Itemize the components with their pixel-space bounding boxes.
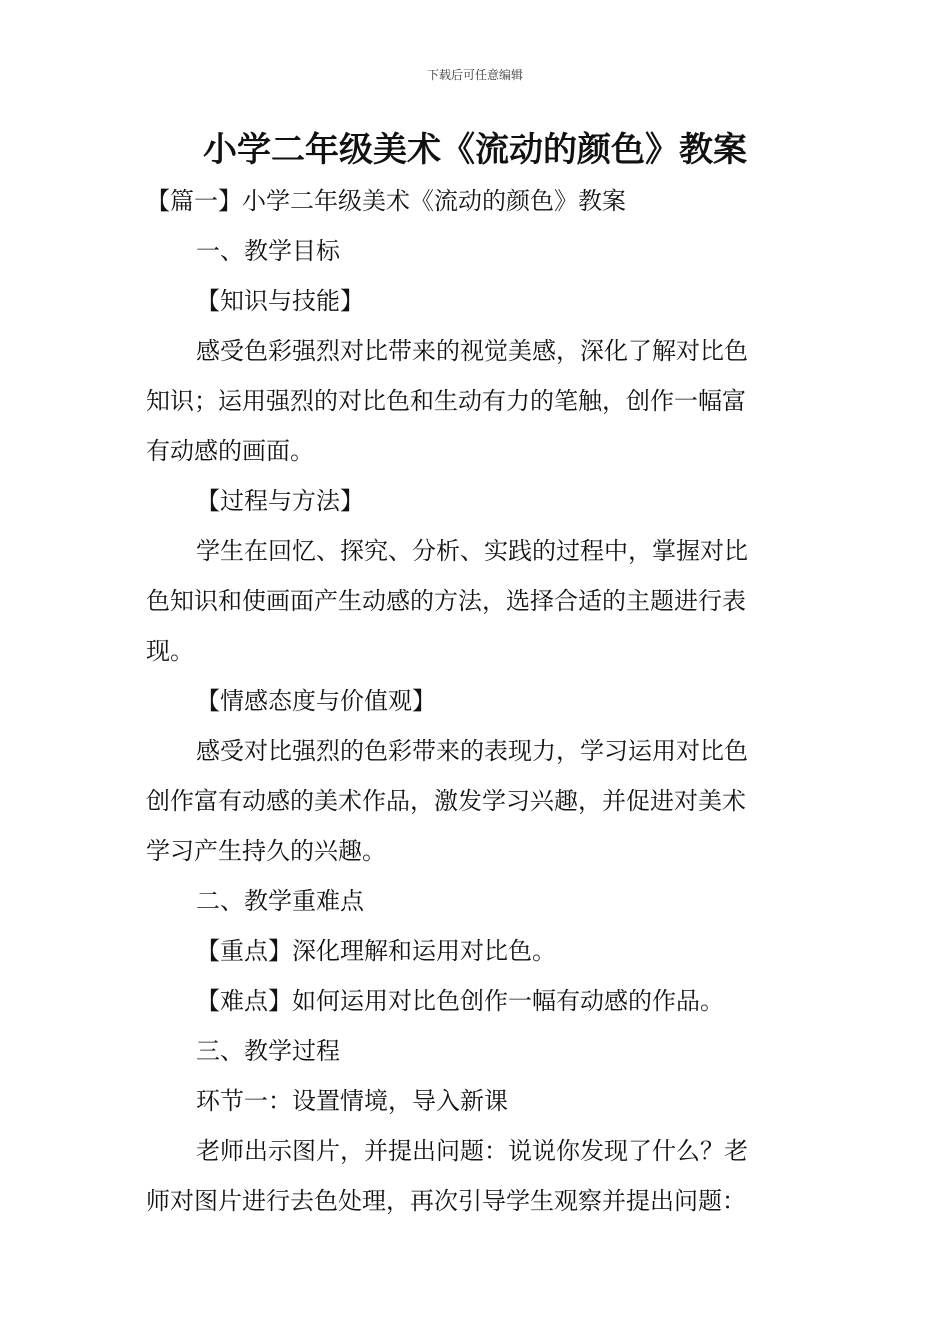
text-line: 【篇一】小学二年级美术《流动的颜色》教案 (146, 187, 626, 215)
text-line: 学习产生持久的兴趣。 (146, 837, 386, 865)
text-line: 师对图片进行去色处理，再次引导学生观察并提出问题： (146, 1187, 746, 1215)
text-line: 【过程与方法】 (196, 487, 364, 515)
text-line: 有动感的画面。 (146, 437, 314, 465)
text-line: 感受色彩强烈对比带来的视觉美感，深化了解对比色 (196, 337, 748, 365)
text-line: 一、教学目标 (196, 237, 340, 265)
text-line: 【情感态度与价值观】 (196, 687, 436, 715)
text-line: 老师出示图片，并提出问题：说说你发现了什么？老 (196, 1137, 748, 1165)
text-line: 环节一：设置情境，导入新课 (196, 1087, 508, 1115)
text-line: 现。 (146, 637, 194, 665)
text-line: 【知识与技能】 (196, 287, 364, 315)
text-line: 三、教学过程 (196, 1037, 340, 1065)
text-line: 二、教学重难点 (196, 887, 364, 915)
text-line: 【重点】深化理解和运用对比色。 (196, 937, 556, 965)
text-line: 知识；运用强烈的对比色和生动有力的笔触，创作一幅富 (146, 387, 746, 415)
text-line: 学生在回忆、探究、分析、实践的过程中，掌握对比 (196, 537, 748, 565)
header-note: 下载后可任意编辑 (426, 68, 523, 82)
text-line: 色知识和使画面产生动感的方法，选择合适的主题进行表 (146, 587, 746, 615)
document-title: 小学二年级美术《流动的颜色》教案 (203, 130, 747, 170)
document-body (146, 176, 806, 1226)
text-line: 感受对比强烈的色彩带来的表现力，学习运用对比色 (196, 737, 748, 765)
text-line: 【难点】如何运用对比色创作一幅有动感的作品。 (196, 987, 724, 1015)
text-line: 创作富有动感的美术作品，激发学习兴趣，并促进对美术 (146, 787, 746, 815)
